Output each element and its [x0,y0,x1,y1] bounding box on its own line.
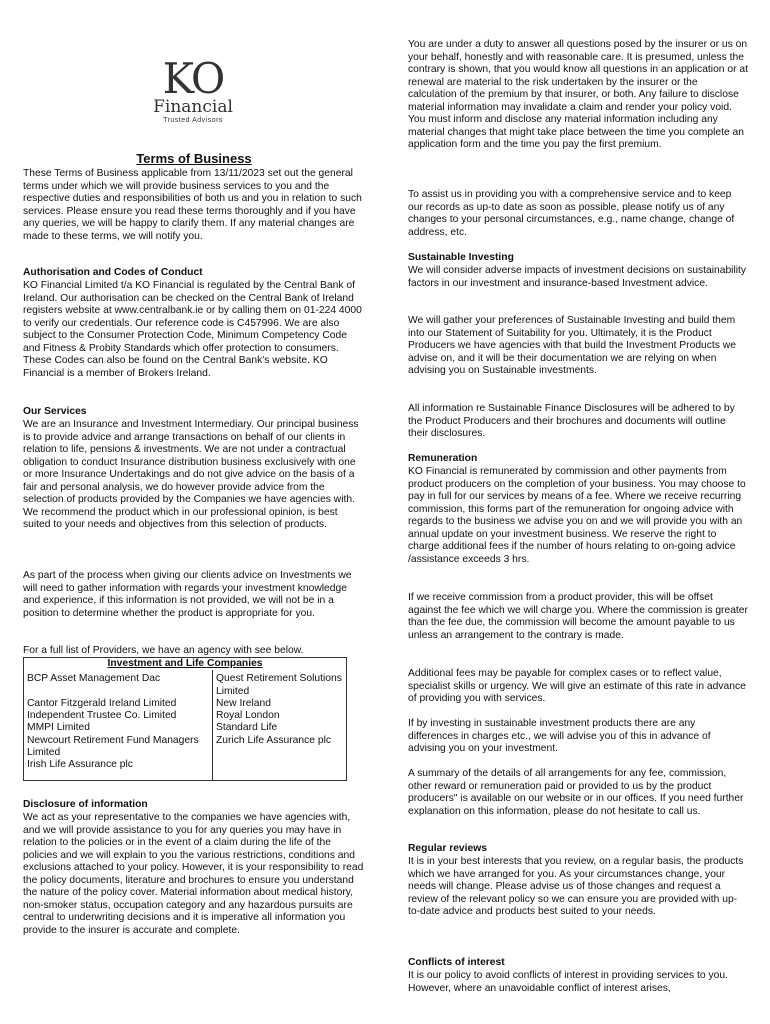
remuneration-paragraph-5: A summary of the details of all arrangements for any fee, commission, other reward or remuneration paid or provided to us by the product producers" is available on our website or in our offices. If you need further explanation on this information, please do not hesitate to call us. [408,768,744,817]
logo-tagline: Trusted Advisors [163,117,223,124]
providers-intro: For a full list of Providers, we have an agency with see below. [23,645,304,656]
providers-table-wrapper [23,657,365,781]
remuneration-paragraph-2: If we receive commission from a product provider, this will be offset against the fee which we will charge you. Where the commission is greater than the fee due, the commission will become the amount payable to us unless an arrangement to the contrary is made. [408,592,748,641]
provider-cell: New Ireland [213,698,347,710]
disclosure-paragraph: We act as your representative to the companies we have agencies with, and we will provide assistance to you for any queries you may have in relation to the policies or in the event of a claim during the life of the policies and we will explain to you the various restrictions, conditions and exclusions attached to your policy. However, it is your responsibility to read the policy documents, literature and brochures to ensure you understand the nature of the policy cover. Material information about medical history, non-smoker status, occupation category and any hazardous pursuits are central to underwriting decisions and it is imperative all information you provide to the insurer is accurate and complete. [23,812,364,936]
conflicts-heading: Conflicts of interest [408,957,505,968]
table-row [24,698,347,710]
sustainable-heading: Sustainable Investing [408,252,514,263]
sustainable-paragraph-2: We will gather your preferences of Sustainable Investing and build them into our Statement of Suitability for you. Ultimately, it is the Product Producers we have agencies with that build the Investment Products we advise on, and it will be their documentation we are relying on when advising you on Sustainable investments. [408,315,736,376]
table-row [24,759,347,780]
records-paragraph: To assist us in providing you with a comprehensive service and to keep our records as up-to date as soon as possible, please notify us of any changes to your personal circumstances, e.g., name change, change of address, etc. [408,189,735,238]
provider-cell: Cantor Fitzgerald Ireland Limited [24,698,213,710]
sustainable-paragraph-3: All information re Sustainable Finance Disclosures will be adhered to by the Product Producers and their brochures and documents will outline their disclosures. [408,403,735,439]
table-row [24,710,347,722]
provider-cell: BCP Asset Management Dac [24,670,213,698]
sustainable-paragraph-1: We will consider adverse impacts of investment decisions on sustainability factors in our investment and insurance-based Investment advice. [408,265,747,289]
duty-paragraph: You are under a duty to answer all questions posed by the insurer or us on your behalf, honestly and with reasonable care. It is presumed, unless the contrary is shown, that you would know all questions in an application or at renewal are material to the risk undertaken by the insurer or the calculation of the premium by that insurer, or both. Any failure to disclose material information may invalidate a claim and render your policy void. You must inform and disclose any material information including any material changes that might take place between the time you complete an application form and the time you pay the first premium. [408,39,748,150]
remuneration-paragraph-4: If by investing in sustainable investment products there are any differences in charges etc., we will advise you of this in advance of advising you on your investment. [408,718,711,754]
provider-cell: Zurich Life Assurance plc [213,735,347,760]
logo-mark: KO [162,54,224,103]
provider-cell: Newcourt Retirement Fund Managers Limited [24,735,213,760]
reviews-heading: Regular reviews [408,843,487,854]
page-title: Terms of Business [136,151,252,166]
process-paragraph: As part of the process when giving our clients advice on Investments we will need to gather information with regards your investment knowledge and experience, if this information is not provided, we will not be in a position to determine whether the product is appropriate for you. [23,570,352,619]
services-paragraph: We are an Insurance and Investment Intermediary. Our principal business is to provide advice and arrange transactions on behalf of our clients in relation to life, pensions & investments. We are not under a contractual obligation to conduct Insurance distribution business exclusively with one or more Insurance Undertakings and do not give advice on the basis of a fair and personal analysis, we do however provide advice from the selection of products provided by the Companies we have agencies with. We recommend the product which in our professional opinion, is best suited to your needs and objectives from this selection of products. [23,419,359,530]
provider-cell: Quest Retirement Solutions Limited [213,670,347,698]
providers-table [23,657,347,781]
remuneration-heading: Remuneration [408,453,478,464]
authorisation-paragraph: KO Financial Limited t/a KO Financial is regulated by the Central Bank of Ireland. Our authorisation can be checked on the Central Bank of Ireland registers website at www.centralbank.ie or by calling them on 01-224 4000 to verify our credentials. Our reference code is C457996. We are also subject to the Consumer Protection Code, Minimum Competency Code and Fitness & Probity Standards which offer protection to consumers. These Codes can also be found on the Central Bank's website. KO Financial is a member of Brokers Ireland. [23,280,362,379]
provider-cell: Irish Life Assurance plc [24,759,213,780]
intro-paragraph: These Terms of Business applicable from 13/11/2023 set out the general terms under which we will provide business services to you and the respective duties and responsibilities of both us and you in relation to such services. Please ensure you read these terms thoroughly and if you have any queries, we will be happy to clarify them. If any material changes are made to these terms, we will notify you. [23,168,362,242]
providers-table-title: Investment and Life Companies [24,658,347,671]
remuneration-paragraph-1: KO Financial is remunerated by commission and other payments from product producers on the completion of your business. You may choose to pay in full for our services by means of a fee. Where we receive recurring commission, this forms part of the remuneration for ongoing advice with regards to the business we advise you on and we will provide you with an annual update on your investment business. We reserve the right to charge additional fees if the number of hours relating to on-going advice /assistance exceeds 3 hrs. [408,466,746,565]
services-heading: Our Services [23,406,87,417]
table-row [24,722,347,734]
reviews-paragraph: It is in your best interests that you review, on a regular basis, the products which we have arranged for you. As your circumstances change, your needs will change. Please advise us of those changes and request a review of the relevant policy so we can ensure you are provided with up-to-date advice and products best suited to your needs. [408,856,744,917]
authorisation-heading: Authorisation and Codes of Conduct [23,267,203,278]
disclosure-heading: Disclosure of information [23,799,148,810]
table-row [24,735,347,760]
ko-financial-logo [148,54,238,130]
provider-cell: MMPI Limited [24,722,213,734]
table-row [24,670,347,698]
provider-cell: Independent Trustee Co. Limited [24,710,213,722]
provider-cell [213,759,347,780]
provider-cell: Royal London [213,710,347,722]
conflicts-paragraph: It is our policy to avoid conflicts of interest in providing services to you. However, where an unavoidable conflict of interest arises, [408,970,728,994]
provider-cell: Standard Life [213,722,347,734]
remuneration-paragraph-3: Additional fees may be payable for complex cases or to reflect value, specialist skills or urgency. We will give an estimate of this rate in advance of providing you with services. [408,668,746,704]
logo-name: Financial [153,97,233,117]
